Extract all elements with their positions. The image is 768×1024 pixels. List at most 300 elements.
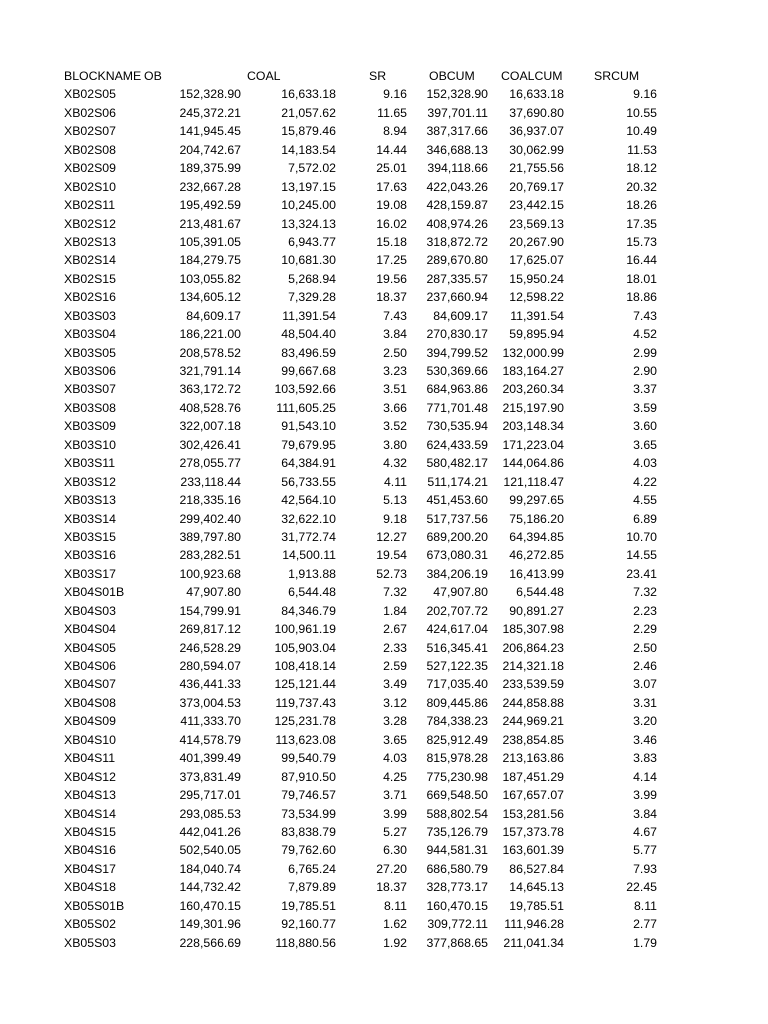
cell-srcum: 3.37 [633,382,657,397]
cell-coalcum: 233,539.59 [502,677,564,692]
table-row [64,122,664,140]
table-row [64,344,664,362]
cell-blockname: XB03S16 [64,548,116,563]
cell-srcum: 2.90 [633,364,657,378]
table-row [64,399,664,417]
cell-ob: 302,426.41 [179,437,241,452]
cell-blockname: XB03S10 [64,437,116,452]
cell-obcum: 689,200.20 [426,529,488,544]
cell-srcum: 2.29 [633,622,657,637]
cell-blockname: XB04S13 [64,788,116,803]
cell-coal: 10,245.00 [281,198,336,213]
cell-srcum: 14.55 [626,548,657,563]
cell-coalcum: 16,633.18 [509,87,564,102]
cell-coalcum: 244,969.21 [502,714,564,729]
cell-blockname: XB03S05 [64,345,116,360]
cell-obcum: 47,907.80 [433,585,488,600]
cell-sr: 11.65 [377,105,407,120]
cell-obcum: 686,580.79 [426,861,488,876]
cell-obcum: 673,080.31 [426,548,488,563]
cell-obcum: 809,445.86 [426,695,488,710]
table-row [64,768,664,786]
cell-coal: 15,879.46 [281,124,336,139]
cell-ob: 154,799.91 [179,603,241,618]
table-row [64,823,664,841]
cell-ob: 280,594.07 [179,659,241,673]
cell-srcum: 18.12 [626,161,657,176]
cell-coalcum: 6,544.48 [516,585,564,600]
cell-sr: 4.25 [383,769,407,784]
cell-sr: 17.63 [376,179,407,194]
cell-obcum: 424,617.04 [426,622,488,637]
cell-srcum: 17.35 [626,216,657,231]
cell-ob: 411,333.70 [180,714,241,729]
cell-sr: 3.51 [383,382,407,397]
cell-sr: 15.18 [376,234,407,249]
table-row [64,657,664,675]
cell-coalcum: 19,785.51 [509,898,564,913]
cell-blockname: XB03S04 [64,327,116,342]
cell-sr: 3.12 [383,695,407,710]
cell-obcum: 775,230.98 [426,769,488,784]
cell-obcum: 309,772.11 [427,917,488,932]
cell-coal: 119,737.43 [275,695,336,710]
cell-sr: 18.37 [376,880,407,895]
cell-ob: 442,041.26 [179,824,241,839]
cell-ob: 295,717.01 [179,788,241,803]
cell-sr: 4.11 [383,474,407,489]
cell-coalcum: 20,769.17 [509,179,564,194]
cell-coalcum: 64,394.85 [509,529,564,544]
cell-srcum: 5.77 [633,843,657,858]
cell-coalcum: 15,950.24 [509,271,564,286]
cell-sr: 19.56 [376,271,407,286]
cell-sr: 1.84 [383,603,407,618]
cell-obcum: 384,206.19 [426,566,488,581]
cell-ob: 186,221.00 [179,327,241,342]
cell-ob: 160,470.15 [179,898,241,913]
cell-srcum: 3.65 [633,437,657,452]
cell-coalcum: 20,267.90 [509,234,564,249]
cell-coal: 6,943.77 [288,234,336,249]
cell-srcum: 2.46 [633,659,657,673]
cell-coalcum: 23,569.13 [509,216,564,231]
cell-srcum: 1.79 [633,935,657,950]
cell-sr: 6.30 [383,843,407,858]
cell-ob: 134,605.12 [179,290,241,305]
cell-sr: 3.80 [383,437,407,452]
cell-sr: 8.11 [383,898,407,913]
cell-srcum: 2.50 [633,640,657,655]
table-row [64,639,664,657]
cell-ob: 502,540.05 [179,843,241,858]
cell-blockname: XB04S07 [64,677,116,692]
table-row [64,565,664,583]
table-row [64,85,664,103]
cell-obcum: 394,799.52 [426,345,488,360]
cell-ob: 204,742.67 [179,142,241,157]
cell-srcum: 23.41 [626,566,657,581]
cell-coal: 99,667.68 [281,364,336,378]
cell-sr: 3.71 [383,788,407,803]
cell-blockname: XB04S08 [64,695,116,710]
cell-blockname: XB02S13 [64,234,116,249]
cell-ob: 299,402.40 [179,511,241,526]
cell-sr: 27.20 [376,861,407,876]
cell-blockname: XB03S12 [64,474,116,489]
table-row [64,694,664,712]
cell-coal: 48,504.40 [281,327,336,342]
cell-blockname: XB03S13 [64,493,116,508]
cell-sr: 3.52 [383,419,407,434]
cell-coal: 79,762.60 [281,843,336,858]
cell-ob: 184,279.75 [179,253,241,268]
cell-coalcum: 215,197.90 [502,400,564,415]
cell-obcum: 377,868.65 [426,935,488,950]
cell-coalcum: 203,148.34 [502,419,564,434]
cell-coalcum: 121,118.47 [503,474,564,489]
cell-sr: 19.54 [376,548,407,563]
table-row [64,215,664,233]
cell-obcum: 270,830.17 [426,327,488,342]
cell-obcum: 624,433.59 [426,437,488,452]
cell-blockname: XB02S14 [64,253,116,268]
cell-coalcum: 21,755.56 [509,161,564,176]
cell-coal: 79,679.95 [281,437,336,452]
cell-coalcum: 46,272.85 [509,548,564,563]
cell-ob: 189,375.99 [179,161,241,176]
cell-coal: 125,121.44 [274,677,336,692]
cell-srcum: 10.70 [626,529,657,544]
table-row [64,104,664,122]
cell-srcum: 3.59 [633,400,657,415]
cell-coal: 125,231.78 [274,714,336,729]
cell-blockname: XB03S07 [64,382,116,397]
cell-ob: 152,328.90 [179,87,241,102]
cell-sr: 18.37 [376,290,407,305]
cell-coalcum: 37,690.80 [509,105,564,120]
table-row [64,510,664,528]
cell-ob: 47,907.80 [186,585,241,600]
cell-coal: 14,183.54 [281,142,336,157]
cell-obcum: 735,126.79 [426,824,488,839]
cell-sr: 52.73 [376,566,407,581]
cell-coalcum: 157,373.78 [502,824,564,839]
cell-blockname: XB03S15 [64,529,116,544]
cell-coalcum: 17,625.07 [509,253,564,268]
cell-obcum: 328,773.17 [426,880,488,895]
cell-obcum: 717,035.40 [426,677,488,692]
cell-srcum: 11.53 [627,142,657,157]
cell-obcum: 517,737.56 [426,511,488,526]
cell-coalcum: 23,442.15 [509,198,564,213]
cell-obcum: 516,345.41 [426,640,488,655]
cell-ob: 373,004.53 [179,695,241,710]
cell-coal: 7,329.28 [288,290,336,305]
cell-coal: 1,913.88 [288,566,336,581]
cell-blockname: XB04S11 [64,751,116,766]
cell-ob: 246,528.29 [179,640,241,655]
table-row [64,159,664,177]
cell-ob: 213,481.67 [179,216,241,231]
cell-blockname: XB03S11 [64,456,116,471]
cell-coal: 105,903.04 [274,640,336,655]
cell-srcum: 16.44 [626,253,657,268]
cell-obcum: 289,670.80 [426,253,488,268]
cell-coal: 32,622.10 [281,511,336,526]
cell-blockname: XB02S06 [64,105,116,120]
cell-blockname: XB05S03 [64,935,116,950]
cell-blockname: XB04S05 [64,640,116,655]
cell-ob: 436,441.33 [179,677,241,692]
cell-coalcum: 238,854.85 [502,732,564,747]
cell-srcum: 6.89 [633,511,657,526]
cell-sr: 3.23 [383,364,407,378]
cell-obcum: 451,453.60 [426,493,488,508]
header-srcum: SRCUM [594,69,640,83]
cell-blockname: XB03S03 [64,308,116,323]
cell-coalcum: 144,064.86 [502,456,564,471]
cell-coalcum: 86,527.84 [509,861,564,876]
cell-blockname: XB02S10 [64,179,116,194]
cell-coal: 56,733.55 [281,474,336,489]
cell-obcum: 944,581.31 [426,843,488,858]
cell-srcum: 9.16 [633,87,657,102]
cell-coal: 108,418.14 [274,659,336,673]
cell-coal: 87,910.50 [281,769,336,784]
cell-srcum: 4.55 [633,493,657,508]
cell-obcum: 287,335.57 [426,271,488,286]
cell-sr: 19.08 [376,198,407,213]
cell-sr: 9.18 [383,511,407,526]
cell-obcum: 580,482.17 [426,456,488,471]
cell-ob: 195,492.59 [179,198,241,213]
cell-blockname: XB03S17 [64,566,116,581]
cell-coal: 21,057.62 [281,105,336,120]
cell-blockname: XB04S17 [64,861,116,876]
cell-ob: 105,391.05 [179,234,241,249]
cell-sr: 2.59 [383,659,407,673]
cell-srcum: 3.46 [633,732,657,747]
cell-sr: 1.62 [383,917,407,932]
cell-blockname: XB04S18 [64,880,116,895]
cell-sr: 2.33 [383,640,407,655]
cell-coal: 31,772.74 [281,529,336,544]
cell-ob: 100,923.68 [179,566,241,581]
cell-coal: 5,268.94 [288,271,336,286]
cell-coalcum: 244,858.88 [502,695,564,710]
cell-coalcum: 111,946.28 [504,917,564,932]
cell-coalcum: 14,645.13 [509,880,564,895]
cell-srcum: 3.99 [633,788,657,803]
cell-coal: 19,785.51 [281,898,336,913]
cell-coal: 103,592.66 [274,382,336,397]
cell-obcum: 669,548.50 [426,788,488,803]
table-row [64,141,664,159]
cell-coal: 6,765.24 [288,861,336,876]
cell-srcum: 15.73 [626,234,657,249]
cell-sr: 7.32 [383,585,407,600]
cell-ob: 208,578.52 [179,345,241,360]
cell-ob: 184,040.74 [179,861,241,876]
cell-srcum: 20.32 [626,179,657,194]
table-row [64,675,664,693]
cell-sr: 3.28 [383,714,407,729]
cell-obcum: 825,912.49 [426,732,488,747]
table-row [64,583,664,601]
cell-srcum: 3.83 [633,751,657,766]
cell-obcum: 202,707.72 [426,603,488,618]
table-row [64,528,664,546]
spreadsheet-table [64,67,664,952]
cell-ob: 322,007.18 [179,419,241,434]
cell-blockname: XB02S11 [64,198,116,213]
table-row [64,805,664,823]
table-row [64,380,664,398]
cell-srcum: 18.01 [626,271,657,286]
cell-obcum: 815,978.28 [426,751,488,766]
cell-srcum: 10.49 [626,124,657,139]
cell-srcum: 7.43 [633,308,657,323]
cell-coalcum: 90,891.27 [509,603,564,618]
cell-ob: 321,791.14 [179,364,241,378]
cell-coalcum: 132,000.99 [502,345,564,360]
cell-sr: 2.50 [383,345,407,360]
cell-coalcum: 99,297.65 [509,493,564,508]
cell-blockname: XB02S07 [64,124,116,139]
header-obcum: OBCUM [429,69,475,83]
cell-obcum: 511,174.21 [427,474,488,489]
cell-coal: 13,197.15 [281,179,336,194]
header-blockname: BLOCKNAME [64,69,142,83]
cell-coalcum: 183,164.27 [502,364,564,378]
table-row [64,473,664,491]
cell-coal: 84,346.79 [281,603,336,618]
cell-srcum: 4.67 [633,824,657,839]
cell-ob: 233,118.44 [180,474,241,489]
cell-srcum: 2.23 [633,603,657,618]
cell-coal: 83,838.79 [281,824,336,839]
cell-blockname: XB04S03 [64,603,116,618]
cell-coal: 91,543.10 [281,419,336,434]
cell-blockname: XB04S09 [64,714,116,729]
cell-coal: 100,961.19 [274,622,336,637]
cell-ob: 373,831.49 [179,769,241,784]
cell-sr: 1.92 [383,935,407,950]
cell-sr: 9.16 [383,87,407,102]
cell-ob: 228,566.69 [179,935,241,950]
cell-sr: 3.84 [383,327,407,342]
cell-obcum: 160,470.15 [426,898,488,913]
cell-blockname: XB04S15 [64,824,116,839]
cell-blockname: XB04S10 [64,732,116,747]
cell-coalcum: 153,281.56 [502,806,564,821]
cell-blockname: XB02S12 [64,216,116,231]
cell-ob: 149,301.96 [179,917,241,932]
cell-srcum: 18.26 [626,198,657,213]
cell-blockname: XB02S09 [64,161,116,176]
cell-ob: 144,732.42 [179,880,241,895]
cell-sr: 3.66 [383,400,407,415]
cell-coalcum: 12,598.22 [509,290,564,305]
cell-sr: 7.43 [383,308,407,323]
cell-ob: 389,797.80 [179,529,241,544]
cell-coalcum: 11,391.54 [510,308,564,323]
table-row [64,251,664,269]
table-body [64,85,664,952]
table-row [64,731,664,749]
cell-blockname: XB04S14 [64,806,116,821]
cell-srcum: 8.11 [633,898,657,913]
cell-coalcum: 213,163.86 [502,751,564,766]
cell-obcum: 387,317.66 [426,124,488,139]
table-row [64,860,664,878]
cell-blockname: XB02S16 [64,290,116,305]
table-row [64,288,664,306]
cell-obcum: 152,328.90 [426,87,488,102]
cell-ob: 232,667.28 [179,179,241,194]
cell-obcum: 588,802.54 [426,806,488,821]
table-row [64,325,664,343]
cell-blockname: XB02S08 [64,142,116,157]
cell-sr: 25.01 [376,161,407,176]
cell-obcum: 394,118.66 [427,161,488,176]
cell-coal: 79,746.57 [281,788,336,803]
table-row [64,270,664,288]
cell-coalcum: 211,041.34 [503,935,564,950]
cell-obcum: 771,701.48 [426,400,488,415]
cell-obcum: 397,701.11 [427,105,488,120]
cell-coalcum: 185,307.98 [502,622,564,637]
cell-blockname: XB04S01B [64,585,125,600]
cell-coal: 99,540.79 [281,751,336,766]
cell-obcum: 84,609.17 [433,308,488,323]
cell-coal: 10,681.30 [281,253,336,268]
cell-ob: 245,372.21 [179,105,241,120]
cell-sr: 17.25 [376,253,407,268]
cell-srcum: 2.77 [633,917,657,932]
table-row [64,454,664,472]
cell-srcum: 7.93 [633,861,657,876]
cell-srcum: 3.20 [633,714,657,729]
table-row [64,786,664,804]
cell-srcum: 4.22 [633,474,657,489]
cell-coal: 6,544.48 [288,585,336,600]
header-row [64,67,664,85]
table-row [64,841,664,859]
cell-obcum: 684,963.86 [426,382,488,397]
cell-coalcum: 75,186.20 [509,511,564,526]
cell-srcum: 7.32 [633,585,657,600]
cell-coal: 16,633.18 [281,87,336,102]
cell-srcum: 3.07 [633,677,657,692]
cell-coalcum: 187,451.29 [502,769,564,784]
cell-blockname: XB02S15 [64,271,116,286]
cell-obcum: 428,159.87 [426,198,488,213]
cell-coal: 13,324.13 [281,216,336,231]
cell-ob: 84,609.17 [186,308,241,323]
cell-sr: 3.99 [383,806,407,821]
table-row [64,620,664,638]
cell-ob: 414,578.79 [179,732,241,747]
table-row [64,749,664,767]
table-row [64,546,664,564]
cell-ob: 293,085.53 [179,806,241,821]
header-sr: SR [369,69,387,83]
cell-coalcum: 203,260.34 [502,382,564,397]
cell-srcum: 4.14 [633,769,657,784]
cell-coal: 42,564.10 [281,493,336,508]
